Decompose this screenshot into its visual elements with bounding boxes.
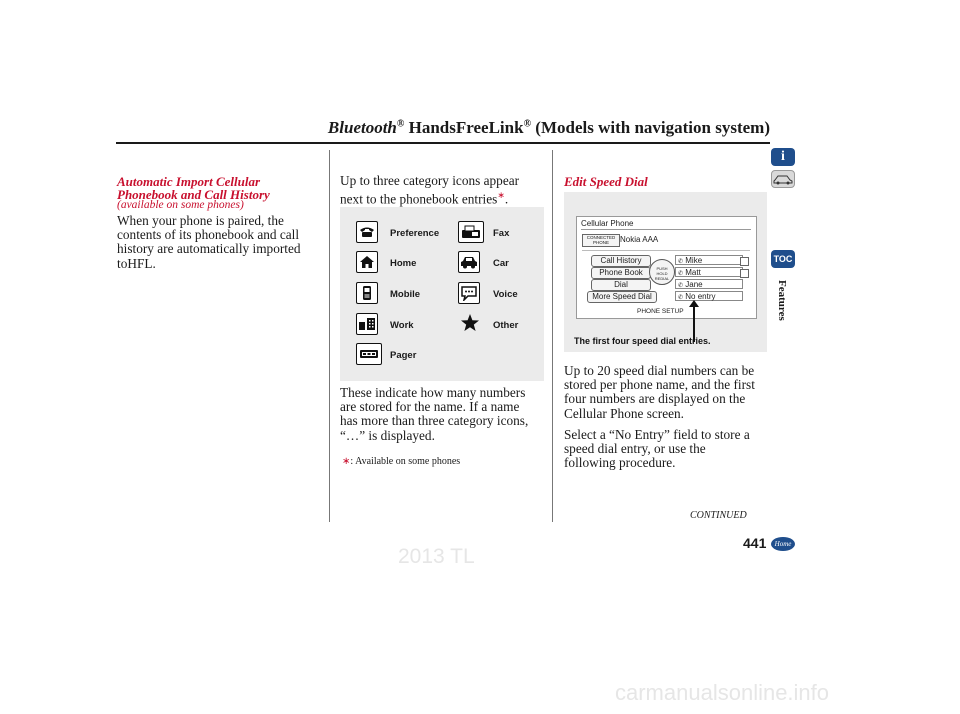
paragraph-line: history are automatically imported (117, 241, 301, 257)
screen-divider (582, 250, 750, 251)
paragraph-line: These indicate how many numbers (340, 385, 526, 400)
paragraph-line: four numbers are displayed on the (564, 391, 746, 407)
car-icon (772, 171, 794, 187)
phone-book-button[interactable]: Phone Book (591, 267, 651, 279)
connected-phone-badge: CONNECTED PHONE (582, 234, 620, 247)
screen-divider (581, 229, 751, 230)
connected-phone-name: Nokia AAA (620, 235, 659, 244)
section-heading-line: Automatic Import Cellular (117, 174, 261, 189)
phone-setup-label[interactable]: PHONE SETUP (637, 308, 684, 315)
category-label: Work (390, 320, 414, 331)
phone-handset-icon: ✆ (678, 295, 684, 301)
paragraph-line: speed dial entry, or use the (564, 441, 706, 457)
page-number: 441 (743, 535, 767, 551)
section-heading-speed-dial: Edit Speed Dial (564, 174, 648, 189)
category-label: Home (390, 258, 417, 269)
car-icon (458, 251, 480, 273)
entry-category-icon (740, 257, 749, 266)
speed-dial-entry[interactable]: ✆ Matt (675, 267, 743, 277)
title-product: HandsFreeLink (404, 118, 524, 137)
footnote-star: ∗ (342, 456, 351, 467)
column-divider-left (329, 150, 330, 522)
speech-bubble-icon (458, 282, 480, 304)
section-subheading: (available on some phones) (117, 199, 244, 211)
phone-handset-icon: ✆ (678, 283, 684, 289)
paragraph-line: stored per phone name, and the first (564, 377, 755, 393)
category-paragraph (340, 386, 550, 443)
paragraph-line: When your phone is paired, the (117, 213, 284, 228)
telephone-icon (356, 221, 378, 243)
figure-caption: The first four speed dial entries. (574, 336, 711, 346)
info-tab-button[interactable] (771, 148, 795, 166)
toc-tab-button[interactable] (771, 250, 795, 268)
paragraph-line: “…” is displayed. (340, 427, 435, 443)
import-paragraph (117, 214, 327, 271)
dial-button[interactable]: Dial (591, 279, 651, 291)
title-reg-mark-2: ® (523, 118, 532, 130)
category-label: Preference (390, 228, 440, 239)
category-label: Car (493, 258, 509, 269)
category-label: Fax (493, 228, 510, 239)
mobile-phone-icon (356, 282, 378, 304)
speed-dial-paragraph-2 (564, 428, 769, 471)
vehicle-tab-button[interactable] (771, 170, 795, 188)
toc-label: TOC (773, 254, 793, 264)
title-reg-mark: ® (396, 118, 405, 130)
watermark-site: carmanualsonline.info (615, 680, 830, 705)
section-heading-import (117, 175, 270, 201)
fax-machine-icon (458, 221, 484, 243)
paragraph-line: Up to 20 speed dial numbers can be (564, 363, 755, 378)
paragraph-line: Select a “No Entry” field to store a (564, 427, 750, 442)
title-models: (Models with navigation system) (531, 118, 770, 137)
footnote-star: ∗ (497, 190, 505, 201)
category-label: Other (493, 320, 519, 331)
title-brand: Bluetooth (327, 118, 397, 137)
paragraph-line: toHFL. (117, 255, 156, 271)
section-label-vertical: Features (776, 280, 788, 321)
watermark-model: 2013 TL (398, 545, 475, 568)
paragraph-line: are stored for the name. If a name (340, 399, 520, 415)
section-heading-line: Phonebook and Call History (117, 187, 270, 202)
footnote (342, 456, 460, 467)
continued-label: CONTINUED (690, 510, 747, 521)
phone-handset-icon: ✆ (678, 259, 684, 265)
paragraph-line: following procedure. (564, 455, 676, 471)
category-label: Mobile (390, 289, 421, 300)
category-label: Pager (390, 350, 417, 361)
footnote-text: : Available on some phones (350, 456, 461, 467)
category-label: Voice (493, 289, 518, 300)
paragraph-line: contents of its phonebook and call (117, 227, 300, 243)
more-speed-dial-button[interactable]: More Speed Dial (587, 291, 657, 303)
callout-arrow-icon (689, 300, 699, 307)
office-building-icon (356, 313, 378, 335)
star-icon (460, 313, 480, 335)
category-icons-panel (340, 207, 544, 381)
phone-handset-icon: ✆ (678, 271, 684, 277)
category-intro (340, 174, 550, 207)
screen-title: Cellular Phone (581, 219, 634, 228)
speed-dial-figure (564, 192, 767, 352)
speed-dial-paragraph-1 (564, 364, 769, 421)
paragraph-line: has more than three category icons, (340, 413, 529, 429)
cellular-phone-screen (576, 216, 757, 319)
info-icon: i (781, 149, 785, 164)
home-button[interactable]: Home (771, 537, 795, 551)
title-rule (116, 142, 770, 144)
push-hold-redial-knob[interactable]: PUSH HOLD REDIAL (649, 259, 675, 285)
call-history-button[interactable]: Call History (591, 255, 651, 267)
speed-dial-entry[interactable]: ✆ Mike (675, 255, 743, 265)
pager-icon (356, 343, 382, 365)
paragraph-line: Up to three category icons appear (340, 173, 520, 188)
column-divider-right (552, 150, 553, 522)
house-icon (356, 251, 378, 273)
entry-category-icon (740, 269, 749, 278)
speed-dial-entry[interactable]: ✆ Jane (675, 279, 743, 289)
paragraph-line: next to the phonebook entries∗. (340, 190, 509, 207)
page-title (318, 118, 770, 138)
paragraph-line: Cellular Phone screen. (564, 405, 685, 421)
speed-dial-entry[interactable]: ✆ No entry (675, 291, 743, 301)
